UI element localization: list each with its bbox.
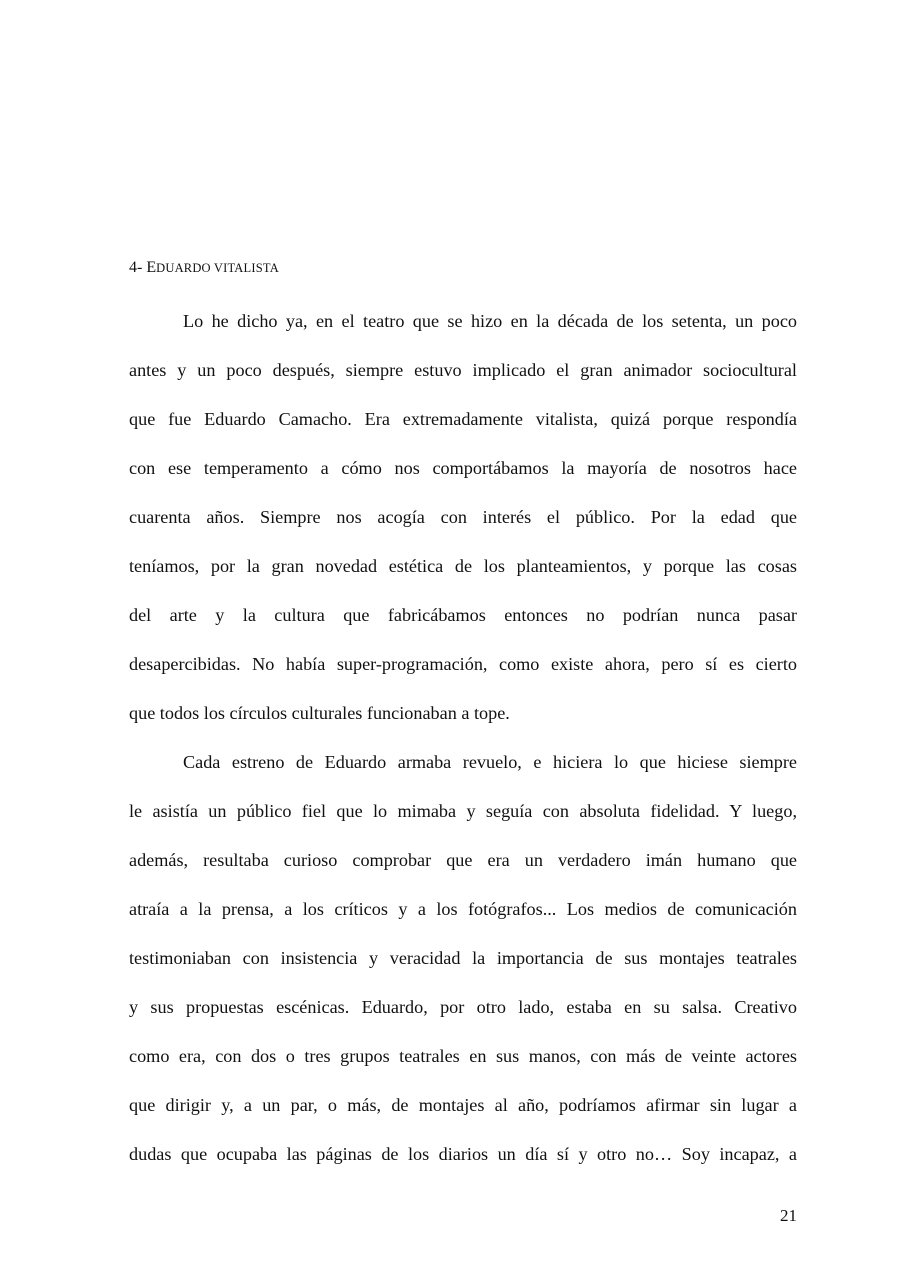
page-number: 21 — [780, 1206, 797, 1225]
paragraph-line: que dirigir y, a un par, o más, de montajes al año, podríamos afirmar sin lugar a — [129, 1095, 797, 1115]
section-heading — [129, 258, 279, 278]
paragraph-line: testimoniaban con insistencia y veracidad la importancia de sus montajes teatrales — [129, 948, 797, 968]
section-title-initial: E — [146, 259, 157, 276]
section-title-rest: DUARDO VITALISTA — [156, 261, 279, 275]
paragraph-line: desapercibidas. No había super-programación, como existe ahora, pero sí es cierto — [129, 654, 797, 674]
paragraph-line: además, resultaba curioso comprobar que era un verdadero imán humano que — [129, 850, 797, 870]
paragraph-line: Cada estreno de Eduardo armaba revuelo, e hiciera lo que hiciese siempre — [183, 752, 797, 772]
paragraph-line: como era, con dos o tres grupos teatrales en sus manos, con más de veinte actores — [129, 1046, 797, 1066]
paragraph-line: cuarenta años. Siempre nos acogía con interés el público. Por la edad que — [129, 507, 797, 527]
paragraph-line: teníamos, por la gran novedad estética de los planteamientos, y porque las cosas — [129, 556, 797, 576]
paragraph-line: antes y un poco después, siempre estuvo implicado el gran animador sociocultural — [129, 360, 797, 380]
paragraph-line: que todos los círculos culturales funcionaban a tope. — [129, 703, 510, 723]
paragraph-line: Lo he dicho ya, en el teatro que se hizo en la década de los setenta, un poco — [183, 311, 797, 331]
paragraph-line: del arte y la cultura que fabricábamos entonces no podrían nunca pasar — [129, 605, 797, 625]
paragraph-line: dudas que ocupaba las páginas de los diarios un día sí y otro no… Soy incapaz, a — [129, 1144, 797, 1164]
paragraph-line: con ese temperamento a cómo nos comportábamos la mayoría de nosotros hace — [129, 458, 797, 478]
paragraph-line: que fue Eduardo Camacho. Era extremadamente vitalista, quizá porque respondía — [129, 409, 797, 429]
paragraph-line: le asistía un público fiel que lo mimaba y seguía con absoluta fidelidad. Y luego, — [129, 801, 797, 821]
section-number: 4- — [129, 259, 147, 276]
paragraph-line: y sus propuestas escénicas. Eduardo, por otro lado, estaba en su salsa. Creativo — [129, 997, 797, 1017]
paragraph-line: atraía a la prensa, a los críticos y a los fotógrafos... Los medios de comunicación — [129, 899, 797, 919]
